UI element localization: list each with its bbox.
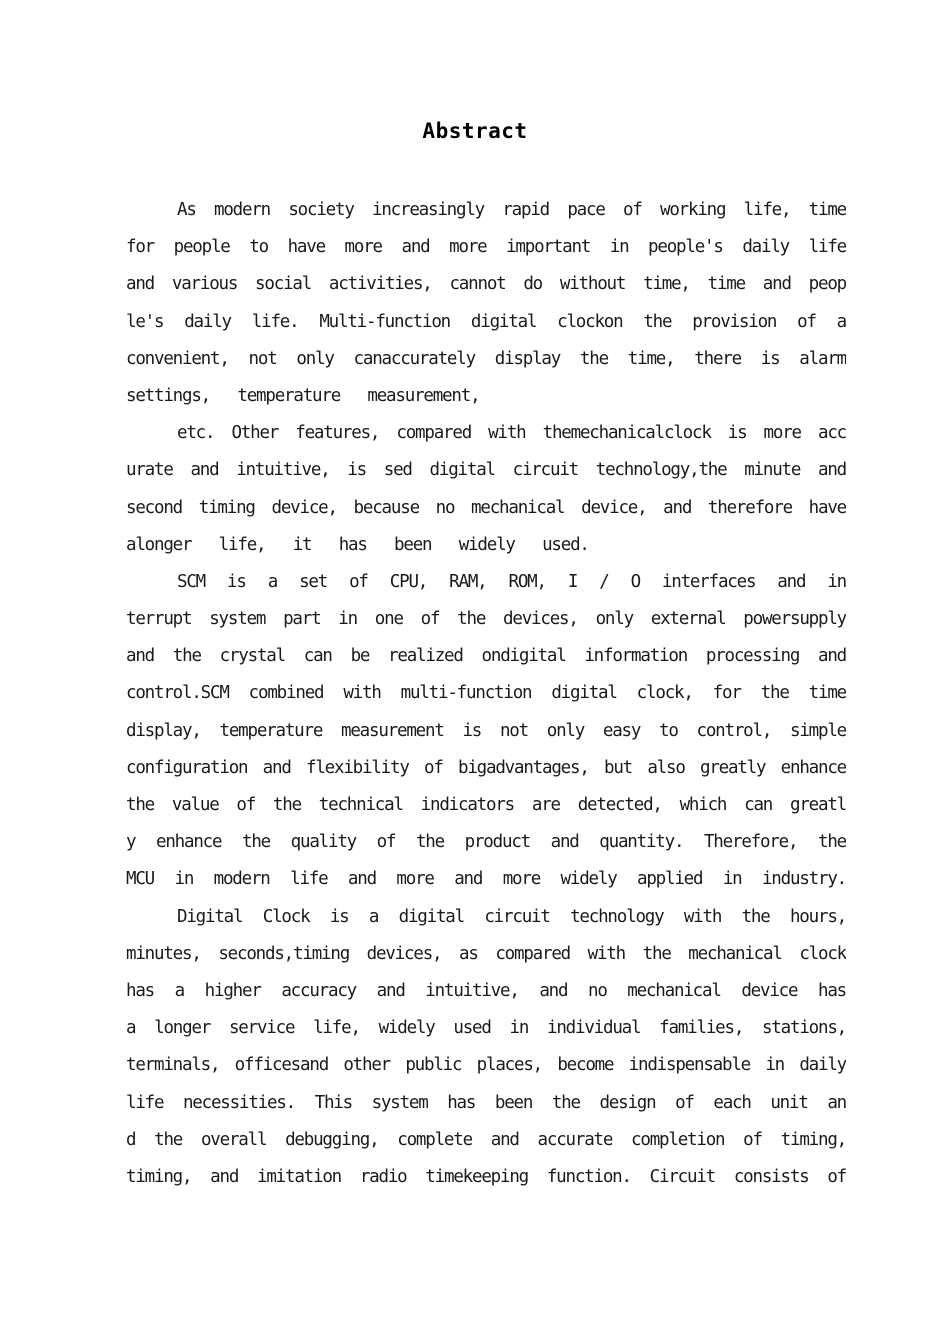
text-line: minutes, seconds,timing devices, as compared with the mechanical clock — [126, 943, 846, 964]
text-line: has a higher accuracy and intuitive, and no mechanical device has — [126, 980, 846, 1001]
text-line: and various social activities, cannot do without time, time and peop — [126, 274, 846, 295]
text-line: etc. Other features, compared with themechanicalclock is more acc — [177, 423, 846, 444]
text-line: the value of the technical indicators are detected, which can greatl — [126, 795, 846, 815]
text-line: MCU in modern life and more and more widely applied in industry. — [126, 869, 846, 890]
page-title: Abstract — [422, 119, 528, 143]
text-line — [126, 531, 846, 568]
text-line: d the overall debugging, complete and accurate completion of timing, — [126, 1129, 846, 1150]
text-line: y enhance the quality of the product and quantity. Therefore, the — [126, 832, 846, 853]
text-line-content: settings, temperature measurement, — [126, 385, 480, 406]
text-line: timing, and imitation radio timekeeping function. Circuit consists of — [126, 1166, 846, 1187]
text-line: As modern society increasingly rapid pace of working life, time — [177, 200, 846, 220]
text-line: SCM is a set of CPU, RAM, ROM, I / O interfaces and in — [177, 571, 846, 592]
text-line: second timing device, because no mechanical device, and therefore have — [126, 497, 846, 518]
abstract-body — [126, 196, 846, 1200]
text-line: and the crystal can be realized ondigital information processing and — [126, 646, 846, 667]
text-line: terminals, officesand other public places, become indispensable in daily — [126, 1055, 846, 1076]
text-line: terrupt system part in one of the devices, only external powersupply — [126, 609, 846, 630]
text-line: le's daily life. Multi-function digital clockon the provision of a — [126, 311, 846, 332]
text-line: configuration and flexibility of bigadvantages, but also greatly enhance — [126, 757, 846, 778]
text-line: life necessities. This system has been the design of each unit an — [126, 1092, 846, 1113]
text-line: Digital Clock is a digital circuit technology with the hours, — [177, 906, 846, 927]
text-line: urate and intuitive, is sed digital circuit technology,the minute and — [126, 460, 846, 481]
text-line-content: alonger life, it has been widely used. — [126, 534, 589, 555]
text-line: convenient, not only canaccurately display the time, there is alarm — [126, 348, 846, 369]
text-line — [126, 382, 846, 419]
text-line: control.SCM combined with multi-function digital clock, for the time — [126, 683, 846, 704]
text-line: a longer service life, widely used in individual families, stations, — [126, 1018, 846, 1039]
text-line: for people to have more and more important in people's daily life — [126, 237, 846, 258]
text-line: display, temperature measurement is not only easy to control, simple — [126, 720, 846, 741]
